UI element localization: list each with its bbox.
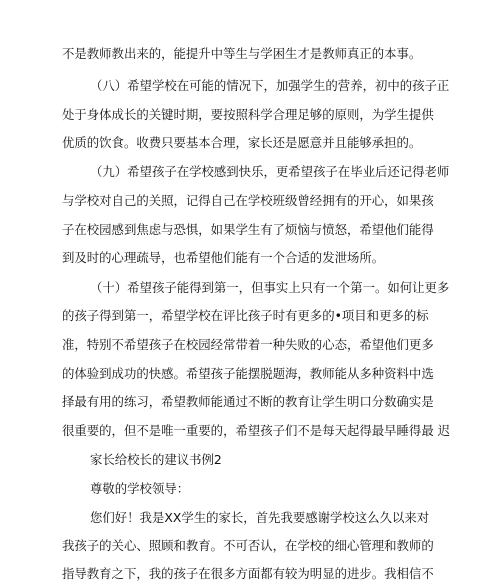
text-line-13: 择最有用的练习，希望教师能通过不断的教育让学生明口分数确实是 bbox=[62, 394, 434, 409]
text-line-7: 子在校园感到焦虑与恐惧，如果学生有了烦恼与愤怒，希望他们能得 bbox=[62, 222, 434, 237]
salutation: 尊敬的学校领导： bbox=[90, 481, 190, 496]
text-line-3: 处于身体成长的关键时期，要按照科学合理足够的原则，为学生提供 bbox=[62, 107, 434, 122]
text-line-4: 优质的饮食。收费只要基本合理，家长还是愿意并且能够承担的。 bbox=[62, 135, 422, 150]
text-line-2: （八）希望学校在可能的情况下，加强学生的营养，初中的孩子正 bbox=[90, 78, 450, 93]
text-line-5: （九）希望孩子在学校感到快乐，更希望孩子在毕业后还记得老师 bbox=[90, 164, 450, 179]
section-heading: 家长给校长的建议书例2 bbox=[90, 452, 222, 467]
text-line-6: 与学校对自己的关照，记得自己在学校班级曾经拥有的开心，如果孩 bbox=[62, 193, 434, 208]
text-line-14: 很重要的，但不是唯一重要的，希望孩子们不是每天起得最早睡得最 迟 bbox=[62, 423, 451, 438]
text-line-19: 指导教育之下，我的孩子在很多方面都有较为明显的进步。我相信不 bbox=[62, 566, 434, 581]
text-line-12: 的体验到成功的快感。希望孩子能摆脱题海，教师能从多种资料中选 bbox=[62, 366, 434, 381]
text-line-18: 我孩子的关心、照顾和教育。不可否认，在学校的细心管理和教师的 bbox=[62, 538, 434, 553]
text-line-8: 到及时的心理疏导，也希望他们能有一个合适的发泄场所。 bbox=[62, 250, 385, 265]
text-line-10: 的孩子得到第一，希望学校在评比孩子时有更多的•项目和更多的标 bbox=[62, 308, 429, 323]
text-line-9: （十）希望孩子能得到第一，但事实上只有一个第一。如何让更多 bbox=[90, 280, 450, 295]
text-line-1: 不是教师教出来的，能提升中等生与学困生才是教师真正的本事。 bbox=[62, 46, 422, 61]
text-line-11: 准，特别不希望孩子在校园经常带着一种失败的心态，希望他们更多 bbox=[62, 337, 434, 352]
text-line-17: 您们好！我是XX学生的家长，首先我要感谢学校这么久以来对 bbox=[90, 510, 430, 525]
